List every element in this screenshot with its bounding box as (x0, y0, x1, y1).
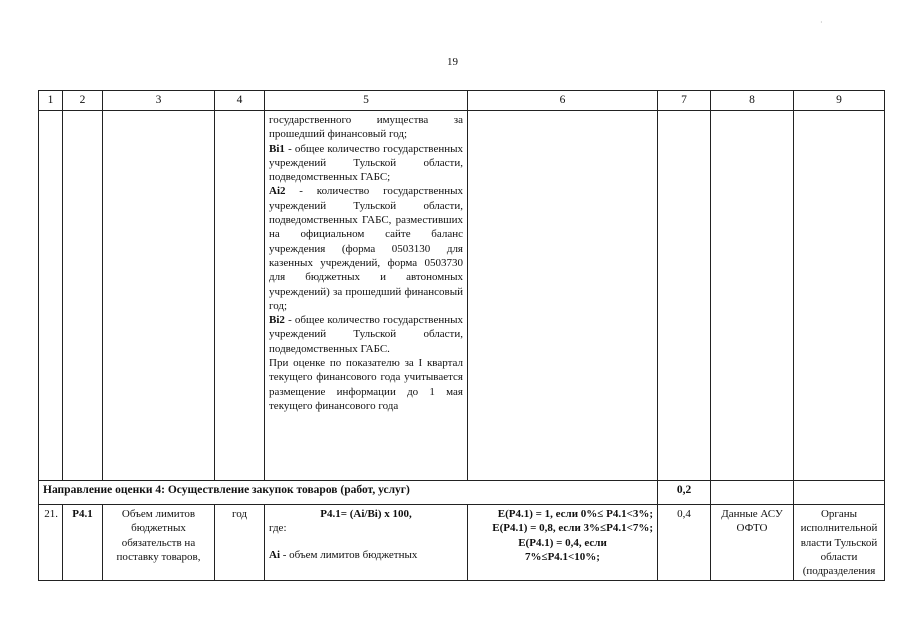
indicator-table (38, 90, 885, 581)
header-cell: 2 (63, 91, 103, 111)
method-paragraph: государственного имущества за прошедший финансовый год; (269, 114, 463, 141)
corner-mark: · (820, 18, 823, 27)
calculation-method-cell (265, 505, 468, 581)
method-paragraph: Ai - объем лимитов бюджетных (269, 548, 418, 561)
row-number: 21. (39, 505, 63, 581)
header-cell: 6 (468, 91, 658, 111)
score-formula-cell: E(P4.1) = 1, если 0%≤ P4.1<3%; E(P4.1) = 0,8, если 3%≤P4.1<7%; E(P4.1) = 0,4, если 7%≤P4.1<10%; (468, 505, 658, 581)
method-paragraph: Ai2 - количество государственных учреждений Тульской области, подведомственных ГАБС, разместивших на официальном сайте баланс учреждения (форма 0503130 для казенных учреждений, форма 0503730 для бюджетных и автономных учреждений) за прошедший финансовый год; (269, 185, 463, 312)
section-row (39, 481, 885, 505)
indicator-unit: год (215, 505, 265, 581)
page-number: 19 (447, 56, 458, 68)
table-row (39, 505, 885, 581)
header-cell: 8 (711, 91, 794, 111)
header-cell: 9 (794, 91, 885, 111)
section-weight: 0,2 (658, 481, 711, 505)
continuation-row (39, 111, 885, 481)
header-cell: 4 (215, 91, 265, 111)
data-source: Данные АСУ ОФТО (711, 505, 794, 581)
method-paragraph: При оценке по показателю за I квартал текущего финансового года учитывается размещение информации до 1 мая текущего финансового года (269, 357, 463, 412)
header-cell: 3 (103, 91, 215, 111)
header-cell: 7 (658, 91, 711, 111)
calculation-method-cell (265, 111, 468, 481)
responsible-body: Органы исполнительной власти Тульской области (подразделения (794, 505, 885, 581)
indicator-name: Объем лимитов бюджетных обязательств на поставку товаров, (103, 505, 215, 581)
section-title: Направление оценки 4: Осуществление закупок товаров (работ, услуг) (39, 481, 658, 505)
indicator-weight: 0,4 (658, 505, 711, 581)
formula-where: где: (269, 522, 287, 535)
header-cell: 5 (265, 91, 468, 111)
formula: P4.1= (Ai/Bi) x 100, (320, 508, 412, 520)
indicator-code: P4.1 (63, 505, 103, 581)
table-header-row (39, 91, 885, 111)
method-paragraph: Bi1 - общее количество государственных учреждений Тульской области, подведомственных ГАБС; (269, 142, 463, 184)
method-paragraph: Bi2 - общее количество государственных учреждений Тульской области, подведомственных ГАБС. (269, 314, 463, 355)
header-cell: 1 (39, 91, 63, 111)
